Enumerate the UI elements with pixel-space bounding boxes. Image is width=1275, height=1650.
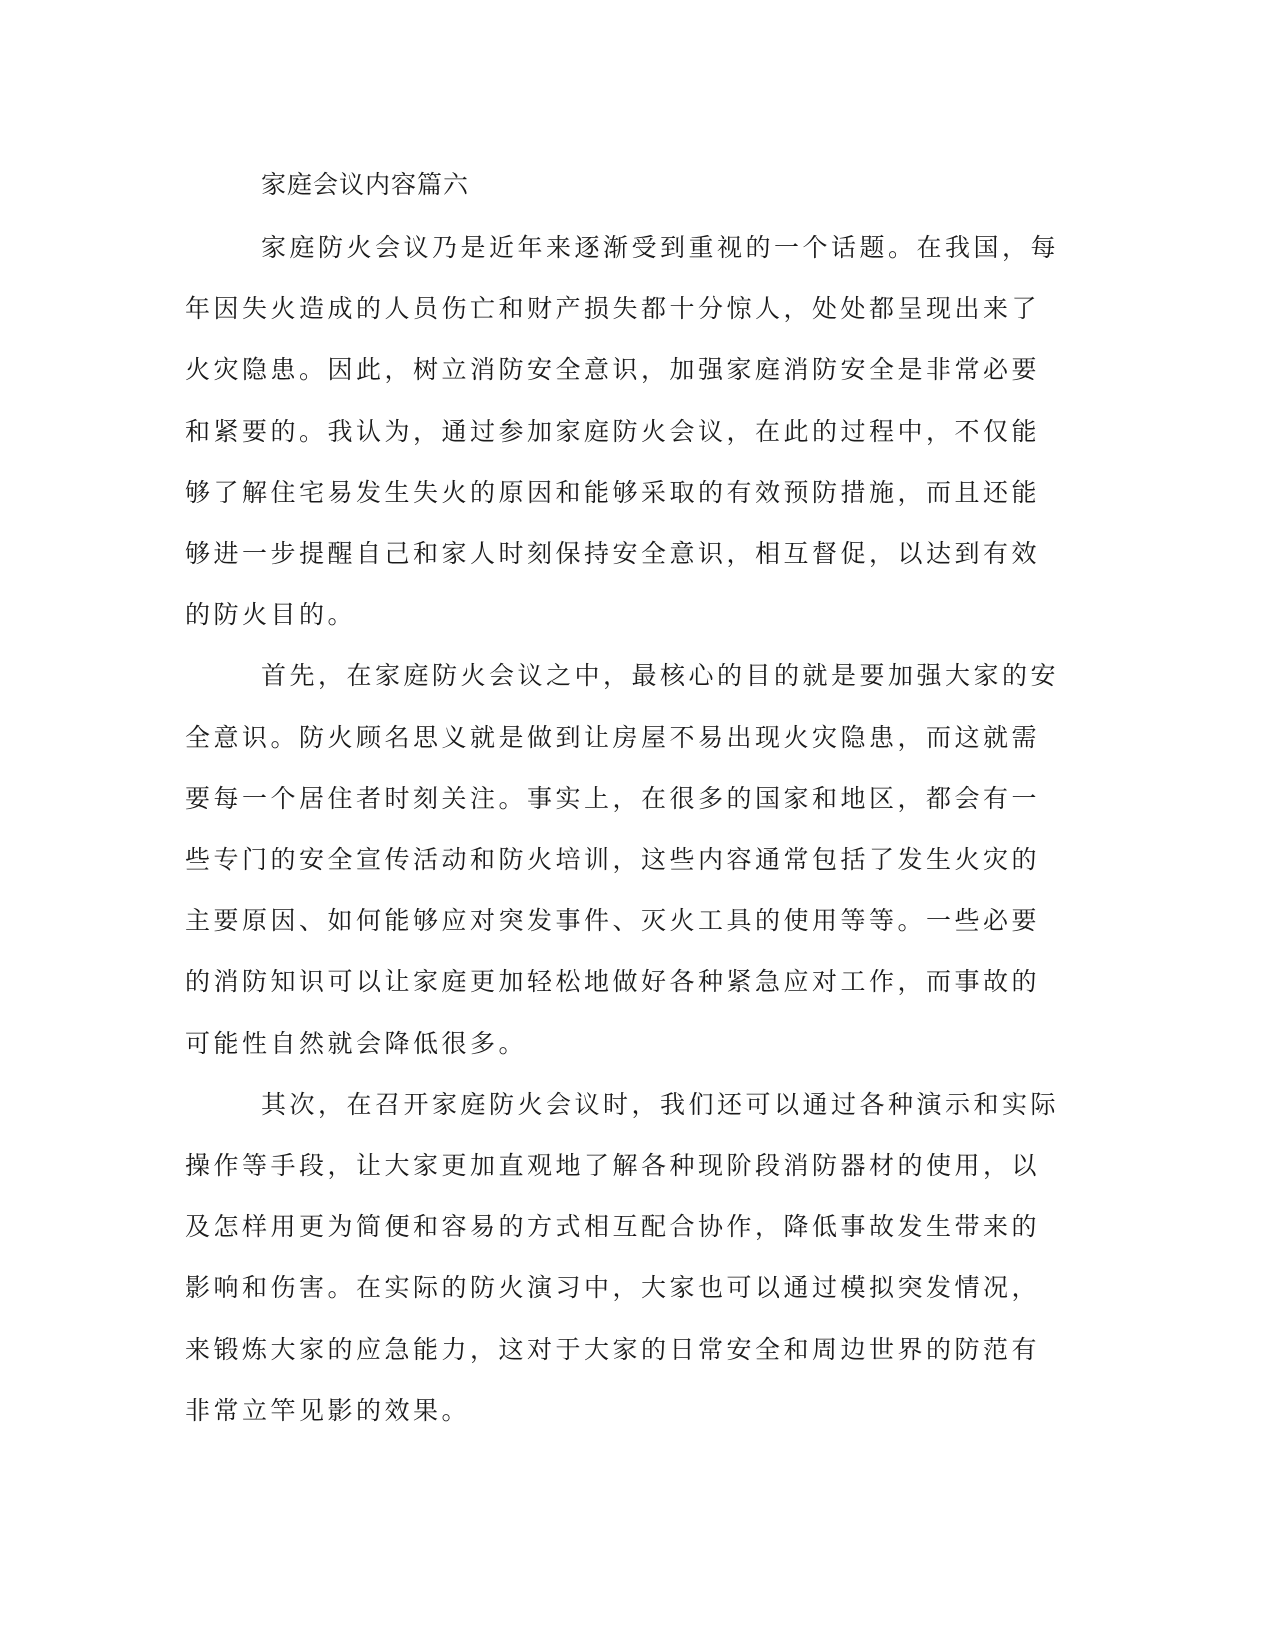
paragraph-line: 影响和伤害。在实际的防火演习中，大家也可以通过模拟突发情况， (185, 1273, 1041, 1303)
paragraph-line: 要每一个居住者时刻关注。事实上，在很多的国家和地区，都会有一 (185, 783, 1041, 813)
paragraph-line: 火灾隐患。因此，树立消防安全意识，加强家庭消防安全是非常必要 (185, 355, 1041, 385)
paragraph-1 (185, 217, 1065, 645)
paragraph-line: 的防火目的。 (185, 600, 357, 630)
paragraph-line: 非常立竿见影的效果。 (185, 1395, 471, 1425)
paragraph-line: 家庭防火会议乃是近年来逐渐受到重视的一个话题。在我国，每 (261, 233, 1060, 262)
paragraph-line: 够进一步提醒自己和家人时刻保持安全意识，相互督促，以达到有效 (185, 539, 1041, 569)
paragraph-line: 的消防知识可以让家庭更加轻松地做好各种紧急应对工作，而事故的 (185, 967, 1041, 997)
paragraph-2 (185, 645, 1065, 1073)
paragraph-line: 些专门的安全宣传活动和防火培训，这些内容通常包括了发生火灾的 (185, 845, 1041, 875)
paragraph-line: 主要原因、如何能够应对突发事件、灭火工具的使用等等。一些必要 (185, 906, 1041, 936)
paragraph-line: 来锻炼大家的应急能力，这对于大家的日常安全和周边世界的防范有 (185, 1334, 1041, 1364)
paragraph-line: 全意识。防火顾名思义就是做到让房屋不易出现火灾隐患，而这就需 (185, 722, 1041, 752)
paragraph-line: 及怎样用更为简便和容易的方式相互配合协作，降低事故发生带来的 (185, 1212, 1041, 1242)
paragraph-line: 操作等手段，让大家更加直观地了解各种现阶段消防器材的使用，以 (185, 1151, 1041, 1181)
document-body (185, 165, 1065, 1441)
paragraph-line: 和紧要的。我认为，通过参加家庭防火会议，在此的过程中，不仅能 (185, 416, 1041, 446)
paragraph-line: 其次，在召开家庭防火会议时，我们还可以通过各种演示和实际 (261, 1089, 1060, 1119)
paragraph-line: 够了解住宅易发生失火的原因和能够采取的有效预防措施，而且还能 (185, 477, 1041, 507)
paragraph-line: 可能性自然就会降低很多。 (185, 1028, 528, 1058)
paragraph-line: 年因失火造成的人员伤亡和财产损失都十分惊人，处处都呈现出来了 (185, 294, 1041, 324)
document-heading: 家庭会议内容篇六 (261, 170, 470, 199)
paragraph-line: 首先，在家庭防火会议之中，最核心的目的就是要加强大家的安 (261, 661, 1060, 691)
paragraph-3 (185, 1074, 1065, 1441)
